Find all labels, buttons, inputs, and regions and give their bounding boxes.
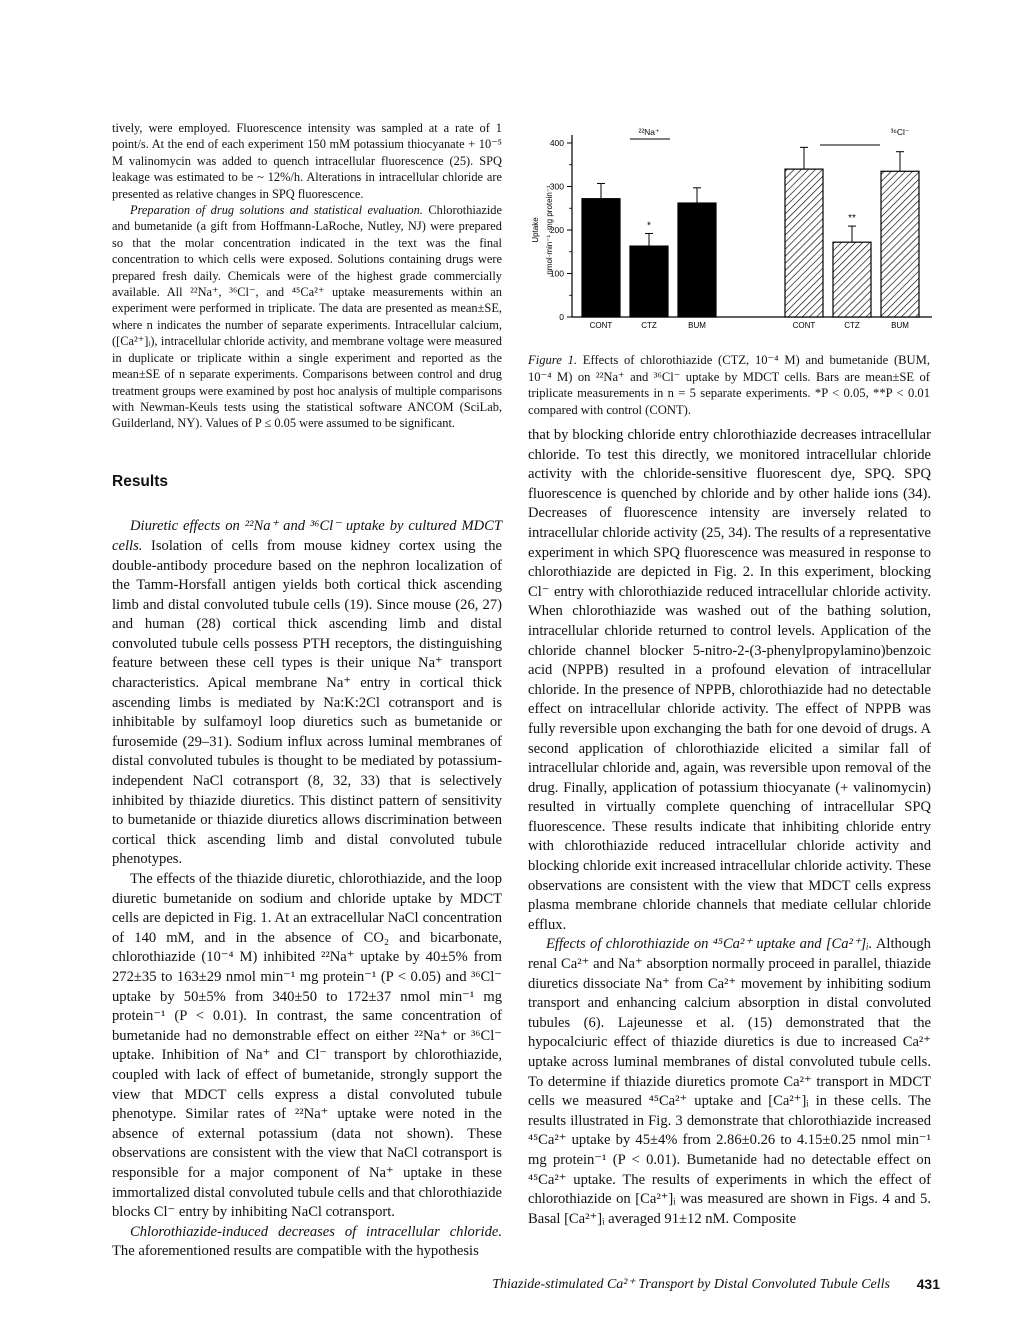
left-column [112, 120, 502, 1262]
page-number: 431 [916, 1276, 940, 1292]
bar [785, 169, 823, 317]
running-title: Thiazide-stimulated Ca²⁺ Transport by Distal Convoluted Tubule Cells [492, 1277, 890, 1292]
paragraph-body: Chlorothiazide and bumetanide (a gift from Hoffmann-LaRoche, Nutley, NJ) were prepared so that the molar concentration indicated in the text was the final concentration to which cells were exposed. Solutions containing drugs were prepared fresh daily. Chemicals were of the highest grade commercially available. All ²²Na⁺, ³⁶Cl⁻, and ⁴⁵Ca²⁺ uptake measurements within an experiment were performed in triplicate. The data are presented as mean±SE, where n indicates the number of separate experiments. Intracellular calcium, ([Ca²⁺]ᵢ), intracellular chloride activity, and membrane voltage were measured in duplicate or triplicate within a single experiment and reported as the mean±SE of n separate experiments. Comparisons between control and drug treatment groups were examined by post hoc analysis of multiple comparisons with Newman-Keuls tests using the statistical software ANCOM (SciLab, Guilderland, NY). Values of P ≤ 0.05 were assumed to be significant. [112, 203, 502, 431]
bar [678, 203, 716, 317]
results-heading: Results [112, 472, 168, 490]
significance-marker: * [647, 220, 651, 232]
caption-label: Figure 1. [528, 353, 578, 367]
bar [582, 199, 620, 317]
significance-marker: ** [848, 213, 856, 225]
subsection-heading: Chlorothiazide-induced decreases of intracellular chloride. [130, 1223, 502, 1240]
group-label: ³⁶Cl⁻ [890, 127, 910, 137]
y-tick-label: 0 [559, 312, 564, 322]
y-axis-label: Uptake nmol·min⁻¹ ·mg protein⁻¹ [531, 185, 554, 275]
group-label: ²²Na⁺ [638, 127, 660, 137]
x-tick-label: CTZ [844, 321, 860, 330]
results-paragraph-2: The effects of the thiazide diuretic, chlorothiazide, and the loop diuretic bumetanide on sodium and chloride uptake by MDCT cells are depicted in Fig. 1. At an extracellular NaCl concentration of 140 mM, and in the absence of CO₂ and bicarbonate, chlorothiazide (10⁻⁴ M) inhibited ²²Na⁺ uptake by 40±5% from 272±35 to 163±29 nmol min⁻¹ mg protein⁻¹ (P < 0.05) and ³⁶Cl⁻ uptake by 50±5% from 340±50 to 172±37 nmol min⁻¹ mg protein⁻¹ (P < 0.01). In contrast, the same concentration of bumetanide had no demonstrable effect on either ²²Na⁺ or ³⁶Cl⁻ uptake. Inhibition of Na⁺ and Cl⁻ transport by chlorothiazide, coupled with lack of effect of bumetanide, strongly support the view that MDCT cells express a distal convoluted tubule phenotype. Similar rates of ²²Na⁺ uptake were noted in the absence of external potassium (data not shown). These observations are consistent with the view that NaCl cotransport is responsible for a major component of Na⁺ uptake in these immortalized distal convoluted tubule cells and that chlorothiazide blocks Cl⁻ entry by inhibiting NaCl cotransport. [112, 871, 502, 1221]
x-tick-label: CONT [792, 321, 816, 330]
y-tick-label: 400 [549, 138, 564, 148]
y-tick-label: 300 [549, 181, 564, 192]
subsection-heading: Preparation of drug solutions and statistical evaluation. [130, 203, 423, 218]
x-tick-label: CONT [589, 321, 613, 330]
results-paragraph-4: that by blocking chloride entry chlorothiazide decreases intracellular chloride. To test this directly, we monitored intracellular chloride activity with the chloride-sensitive fluorescent dye, SPQ. SPQ fluorescence is quenched by chloride and by other halide ions (34). Decreases of fluorescence intensity are inversely related to intracellular chloride activity (25, 34). The results of a representative experiment in which SPQ fluorescence was measured in response to chlorothiazide are depicted in Fig. 2. In this experiment, blocking Cl⁻ entry with chlorothiazide reduced intracellular chloride activity. When chlorothiazide was washed out of the bathing solution, intracellular chloride returned to control levels. Application of the chloride channel blocker 5-nitro-2-(3-phenylpropylamino)benzoic acid (NPPB) resulted in a profound elevation of intracellular chloride. In the presence of NPPB, chlorothiazide had no detectable effect on intracellular chloride activity. The effect of NPPB was fully reversible upon exchanging the bath for one devoid of drugs. A second application of chlorothiazide elicited a similar fall of intracellular chloride and, again, was reversible upon removal of the drug. Finally, application of potassium thiocyanate (+ valinomycin) resulted in virtually complete quenching of intracellular SPQ fluorescence. These results indicate that inhibiting chloride entry with chlorothiazide reduced intracellular chloride activity and blocking chloride exit increased intracellular chloride activity. These observations are consistent with the view that MDCT cells express plasma membrane chloride channels that mediate cellular chloride efflux. [528, 427, 931, 933]
figure-caption [528, 352, 930, 418]
x-tick-label: CTZ [641, 321, 657, 330]
y-tick-label: 200 [549, 225, 564, 235]
figure-1-chart [520, 125, 935, 345]
paragraph-body: Although renal Ca²⁺ and Na⁺ absorption normally proceed in parallel, thiazide diuretics dissociate Na⁺ from Ca²⁺ movement by inhibiting sodium transport and enhancing calcium absorption in distal convoluted tubules (6). Lajeunesse et al. (15) demonstrated that the hypocalciuric effect of thiazide diuretics is due to increased Ca²⁺ uptake across luminal membranes of distal convoluted tubule cells. To determine if thiazide diuretics promote Ca²⁺ transport in MDCT cells we measured ⁴⁵Ca²⁺ uptake and [Ca²⁺]ᵢ in these cells. The results illustrated in Fig. 3 demonstrate that chlorothiazide increased ⁴⁵Ca²⁺ uptake by 45±4% from 2.86±0.26 to 4.15±0.25 nmol min⁻¹ mg protein⁻¹ (P < 0.01). Bumetanide had no detectable effect on ⁴⁵Ca²⁺ uptake. The results of experiments in which the effect of chlorothiazide on [Ca²⁺]ᵢ was measured are shown in Figs. 4 and 5. Basal [Ca²⁺]ᵢ averaged 91±12 nM. Composite [528, 936, 931, 1227]
x-tick-label: BUM [688, 321, 706, 330]
results-paragraph-5 [528, 935, 931, 1229]
right-column [528, 426, 931, 1229]
subsection-heading: Effects of chlorothiazide on ⁴⁵Ca²⁺ uptake and [Ca²⁺]ᵢ. [546, 936, 873, 953]
subsection-heading: Diuretic effects on ²²Na⁺ and ³⁶Cl⁻ uptake by cultured MDCT cells. [112, 518, 502, 554]
caption-text: Effects of chlorothiazide (CTZ, 10⁻⁴ M) and bumetanide (BUM, 10⁻⁴ M) on ²²Na⁺ and ³⁶Cl⁻ uptake by MDCT cells. Bars are mean±SE of triplicate measurements in n = 5 separate experiments. *P < 0.05, **P < 0.01 compared with control (CONT). [528, 353, 930, 417]
bar [630, 246, 668, 317]
results-paragraph-1 [112, 517, 502, 870]
methods-paragraph-end: tively, were employed. Fluorescence intensity was sampled at a rate of 1 point/s. At the end of each experiment 150 mM potassium thiocyanate + 10⁻⁵ M valinomycin was added to quench intracellular fluorescence (25). SPQ leakage was estimated to be ~ 12%/h. Alterations in intracellular chloride are presented as relative changes in SPQ fluorescence. [112, 121, 502, 201]
paragraph-body: The aforementioned results are compatible with the hypothesis [112, 1243, 479, 1260]
x-tick-label: BUM [891, 321, 909, 330]
bar [881, 171, 919, 317]
paragraph-body: Isolation of cells from mouse kidney cortex using the double-antibody procedure based on the nephron localization of the Tamm-Horsfall antigen yields both cortical thick ascending limb and distal convoluted tubule cells (19). Since mouse (26, 27) and human (28) cortical thick ascending limb and distal convoluted tubule cells possess PTH receptors, the distinguishing feature between these cell types is their unique Na⁺ transport characteristics. Apical membrane Na⁺ entry in cortical thick ascending limbs is mediated by Na:K:2Cl cotransport and is inhibitable by sulfamoyl loop diuretics such as bumetanide or furosemide (29–31). Sodium influx across luminal membranes of distal convoluted tubules is thought to be mediated by potassium-independent NaCl cotransport (8, 32, 33) that is selectively inhibited by thiazide diuretics. This distinct pattern of sensitivity to bumetanide or thiazide diuretics allows discrimination between cortical thick ascending limb and distal convoluted tubule phenotypes. [112, 537, 502, 868]
y-tick-label: 100 [549, 268, 564, 279]
bar [833, 242, 871, 317]
results-paragraph-3 [112, 1223, 502, 1262]
methods-paragraph-drug-prep [112, 202, 502, 432]
